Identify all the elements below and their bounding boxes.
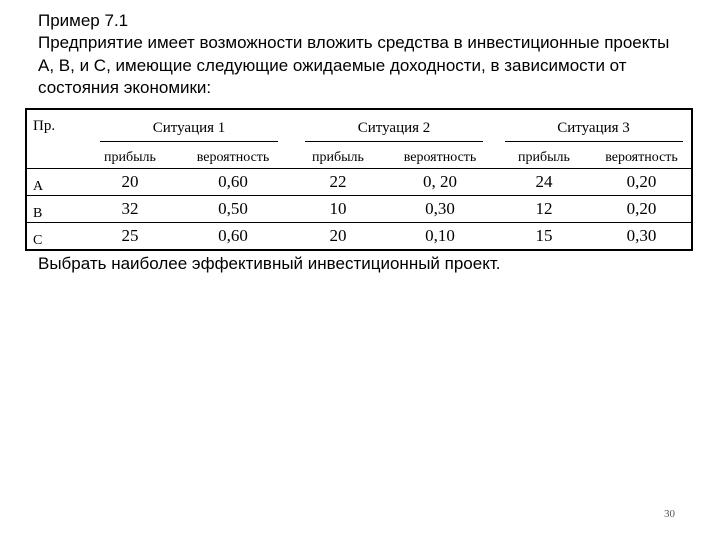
profit-header: прибыль (496, 142, 592, 169)
table-cell: 25 (121, 226, 139, 245)
empty-header-cell (26, 142, 86, 169)
probability-header: вероятность (384, 142, 496, 169)
table-cell: 15 (535, 226, 553, 245)
situation-header-row (26, 109, 692, 142)
project-label: В (26, 196, 86, 223)
table-cell: 20 (86, 169, 174, 196)
table-cell: 0,10 (425, 226, 455, 245)
page-number: 30 (664, 508, 675, 520)
probability-header: вероятность (592, 142, 692, 169)
situation-1-header: Ситуация 1 (86, 109, 292, 142)
table-row (26, 223, 692, 251)
project-column-header: Пр. (33, 117, 56, 134)
table-row (26, 196, 692, 223)
table-cell: 24 (496, 169, 592, 196)
table-cell: 0,20 (592, 169, 692, 196)
problem-statement: Предприятие имеет возможности вложить средства в инвестиционные проекты А, В, и С, имеющие следующие ожидаемые доходности, в зависимости от состояния экономики: (38, 33, 670, 97)
table-cell: 0,20 (592, 196, 692, 223)
table-cell: 22 (292, 169, 384, 196)
table-cell: 0,30 (384, 196, 496, 223)
table-cell: 0,30 (626, 226, 657, 245)
example-title: Пример 7.1 (38, 11, 129, 30)
project-label: С (33, 233, 43, 248)
table-cell: 0,60 (218, 226, 248, 245)
task-statement: Выбрать наиболее эффективный инвестиционный проект. (38, 254, 501, 273)
profit-header: прибыль (86, 142, 174, 169)
situation-3-header: Ситуация 3 (496, 109, 692, 142)
project-label: А (26, 169, 86, 196)
table-cell: 20 (329, 226, 347, 245)
profit-header: прибыль (292, 142, 384, 169)
table-cell: 12 (496, 196, 592, 223)
table-cell: 0,50 (174, 196, 292, 223)
table-row (26, 169, 692, 196)
table-cell: 10 (292, 196, 384, 223)
situation-2-header: Ситуация 2 (292, 109, 496, 142)
subheader-row (26, 142, 692, 169)
table-cell: 32 (86, 196, 174, 223)
table-cell: 0, 20 (384, 169, 496, 196)
returns-table (25, 108, 693, 251)
probability-header: вероятность (174, 142, 292, 169)
table-cell: 0,60 (174, 169, 292, 196)
